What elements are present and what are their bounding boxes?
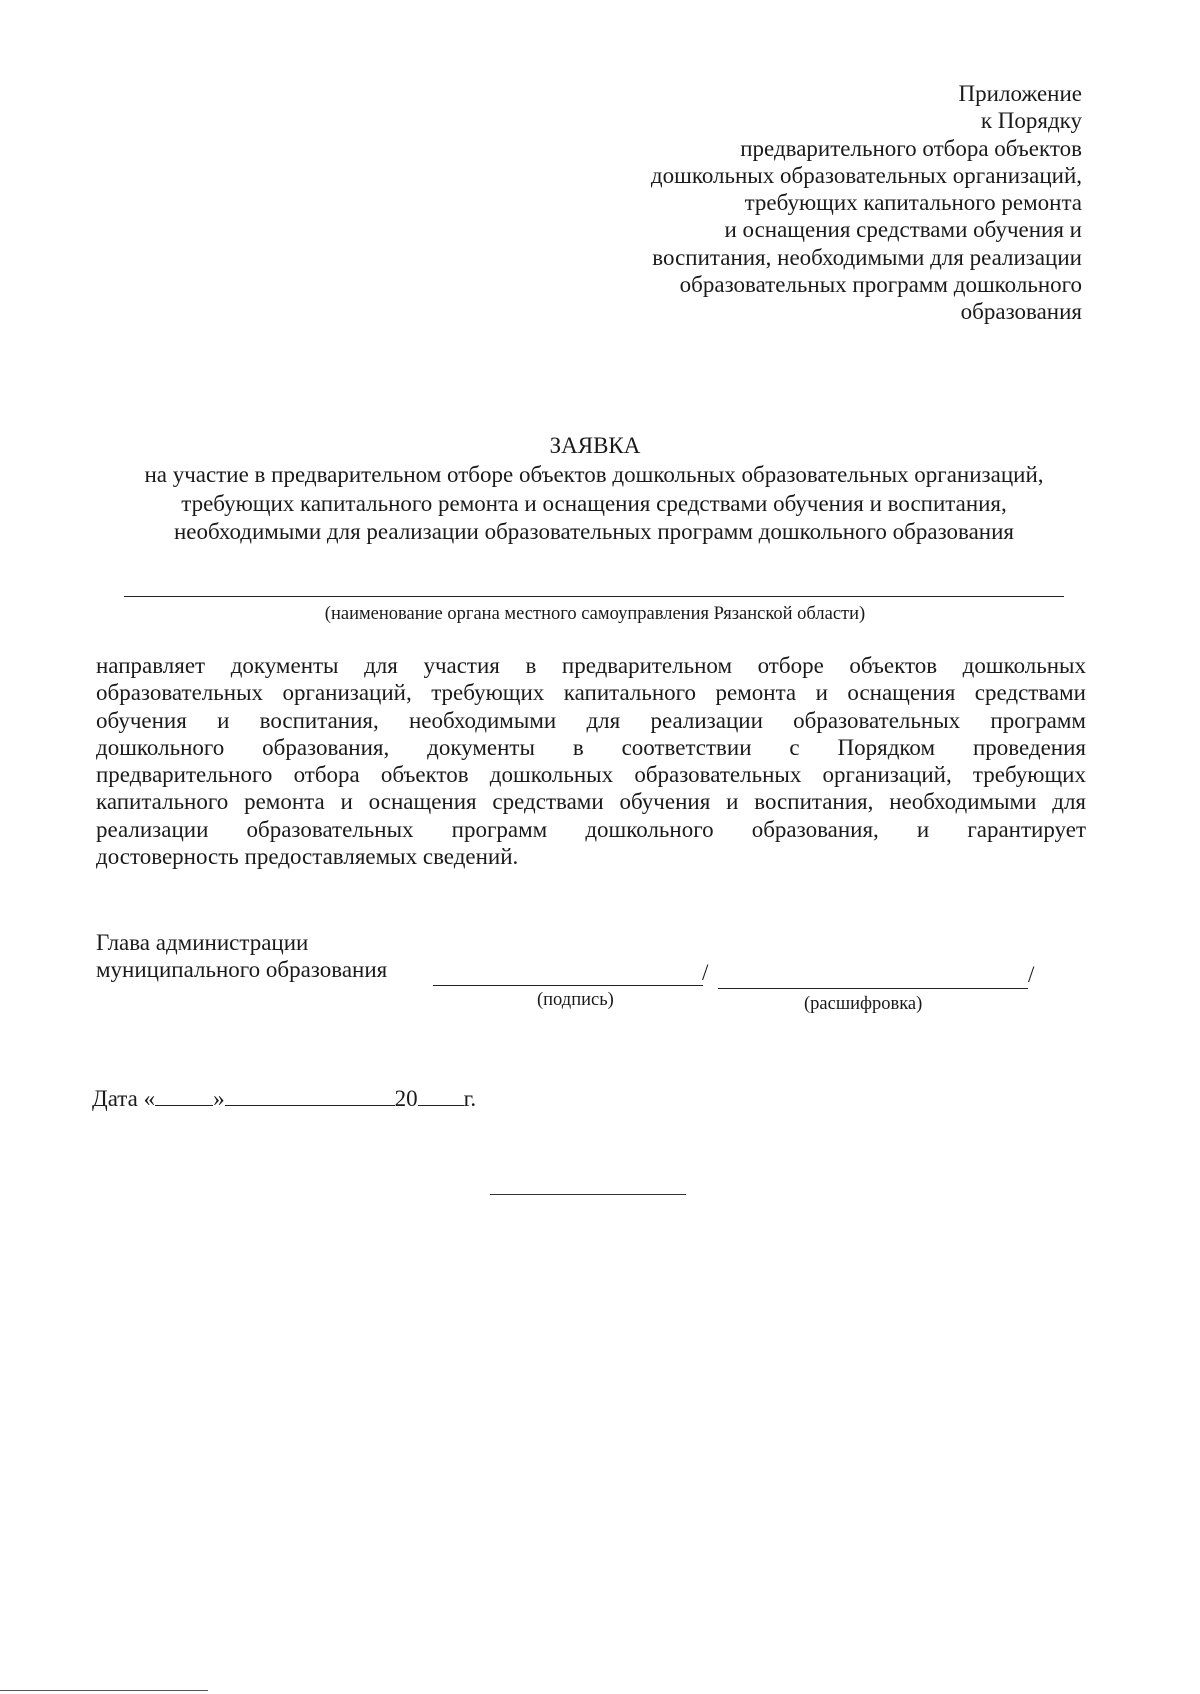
subtitle-line: требующих капитального ремонта и оснащения средствами обучения и воспитания, (181, 490, 1007, 516)
document-subtitle (98, 461, 1090, 547)
head-label-line: Глава администрации (96, 930, 309, 955)
decode-separator: / (1028, 962, 1035, 987)
body-line: достоверность предоставляемых сведений. (96, 844, 519, 870)
document-title: ЗАЯВКА (549, 433, 641, 458)
body-line: предварительного отбора объектов дошкольных образовательных организаций, требующих (96, 762, 1086, 788)
date-row (92, 1085, 476, 1112)
appendix-line: Приложение (958, 81, 1082, 106)
decode-fill-line[interactable] (718, 988, 1028, 989)
decode-caption: (расшифровка) (804, 994, 923, 1014)
date-year-blank[interactable] (418, 1085, 464, 1106)
appendix-line: воспитания, необходимыми для реализации (652, 244, 1082, 270)
body-paragraph (96, 652, 1086, 870)
body-line: капитального ремонта и оснащения средствами обучения и воспитания, необходимыми для (96, 789, 1086, 815)
head-label-line: муниципального образования (96, 957, 388, 983)
date-month-blank[interactable] (225, 1085, 395, 1106)
appendix-line: требующих капитального ремонта (744, 190, 1082, 216)
appendix-line: образовательных программ дошкольного (679, 272, 1082, 298)
date-year-suffix: г. (463, 1086, 477, 1111)
date-year-prefix: 20 (394, 1086, 418, 1111)
subtitle-line: необходимыми для реализации образовательных программ дошкольного образования (173, 519, 1014, 544)
appendix-line: дошкольных образовательных организаций, (650, 162, 1082, 188)
date-day-blank[interactable] (155, 1085, 213, 1106)
scan-edge-rule (0, 1690, 208, 1691)
signature-separator: / (702, 960, 709, 985)
body-line: дошкольного образования, документы в соответствии с Порядком проведения (96, 734, 1086, 760)
org-name-caption: (наименование органа местного самоуправления Рязанской области) (324, 604, 866, 624)
appendix-line: и оснащения средствами обучения и (724, 217, 1082, 243)
signature-caption: (подпись) (537, 990, 614, 1010)
body-line: направляет документы для участия в предварительном отборе объектов дошкольных (96, 653, 1086, 678)
signature-fill-line[interactable] (433, 985, 703, 986)
body-line: реализации образовательных программ дошкольного образования, и гарантирует (96, 816, 1086, 842)
head-of-administration-label (96, 929, 387, 984)
body-line: обучения и воспитания, необходимыми для реализации образовательных программ (96, 707, 1086, 733)
org-name-fill-line[interactable] (124, 596, 1064, 597)
appendix-line: к Порядку (980, 108, 1082, 134)
subtitle-line: на участие в предварительном отборе объектов дошкольных образовательных организаций, (144, 462, 1044, 487)
body-line: образовательных организаций, требующих капитального ремонта и оснащения средствами (96, 680, 1086, 706)
end-separator-rule (490, 1194, 686, 1195)
appendix-line: образования (960, 299, 1082, 325)
appendix-line: предварительного отбора объектов (740, 135, 1082, 161)
date-label: Дата « (92, 1086, 156, 1111)
date-close-quote: » (213, 1086, 225, 1111)
appendix-note (522, 80, 1082, 326)
